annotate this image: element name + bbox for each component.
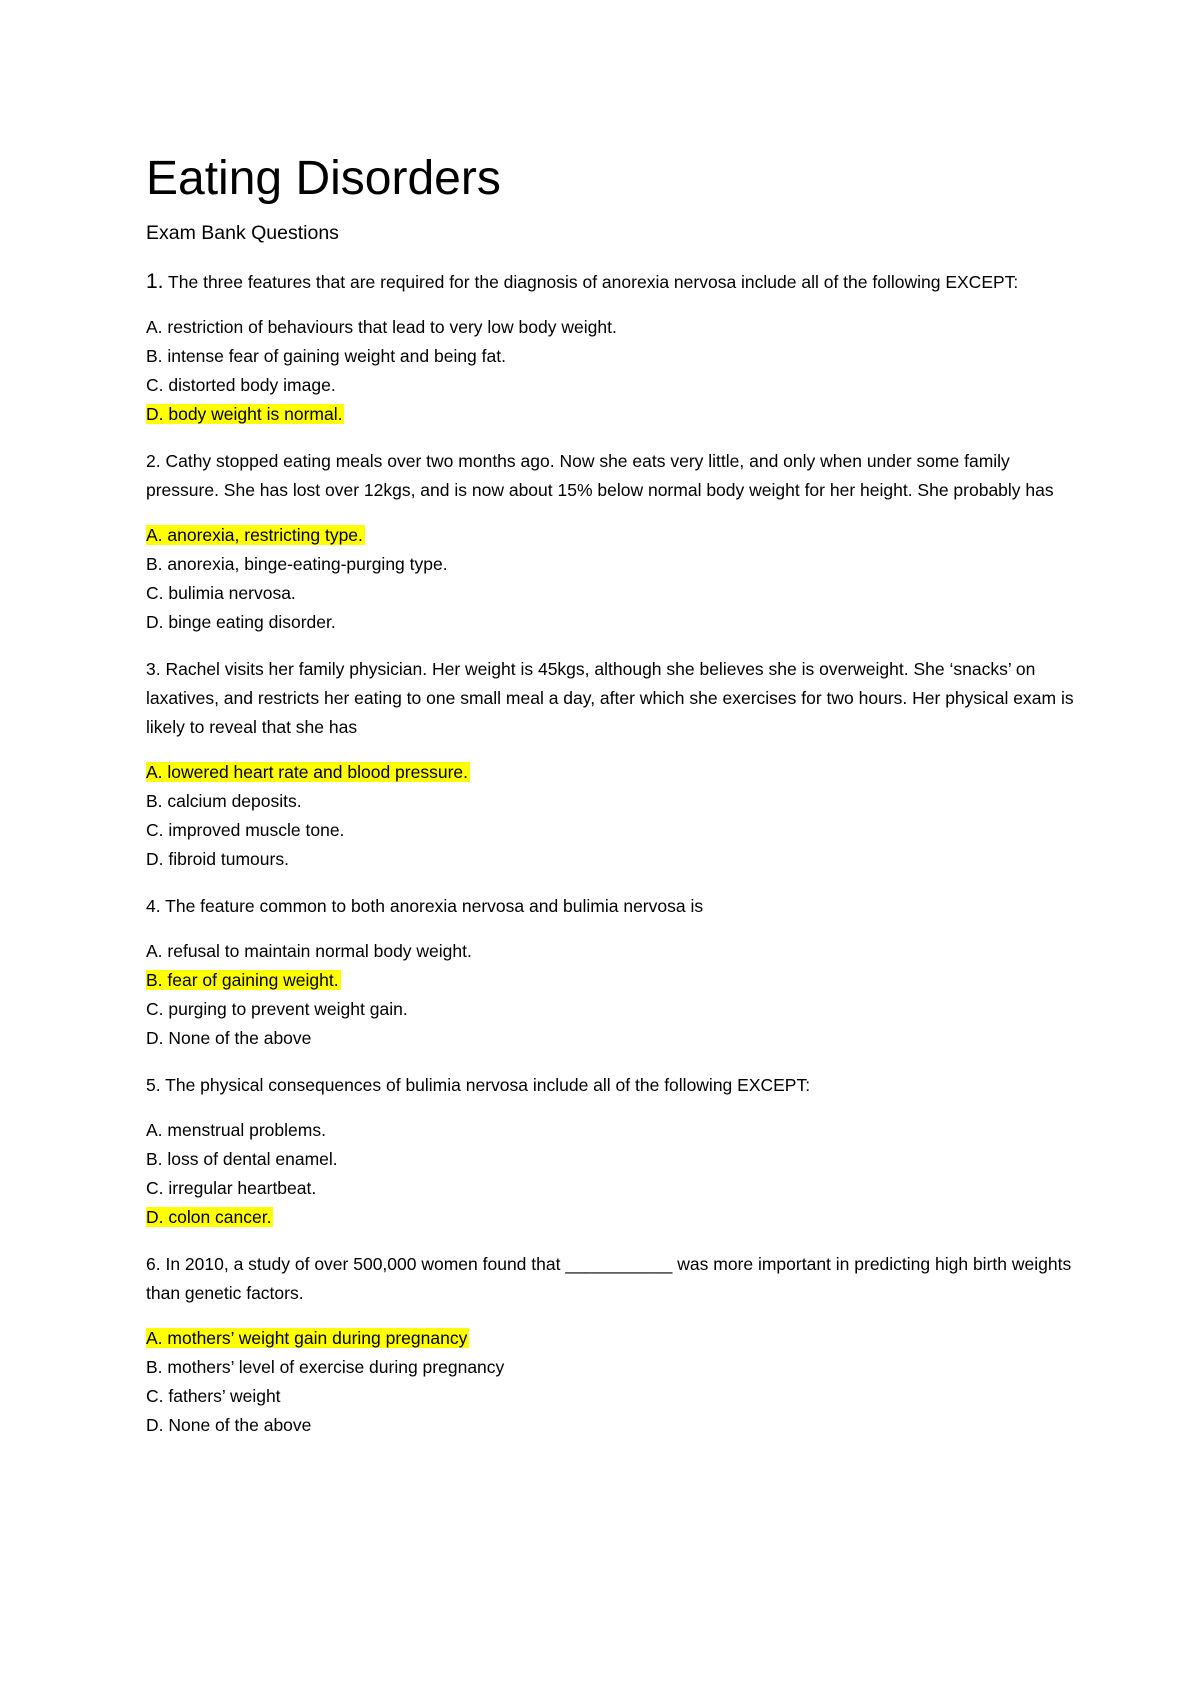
question-2 <box>146 447 1076 637</box>
question-list <box>146 267 1076 1440</box>
question-3 <box>146 655 1076 874</box>
answer-option <box>146 845 1076 874</box>
question-stem <box>146 892 1076 921</box>
answer-option <box>146 608 1076 637</box>
answer-option-highlighted <box>146 966 1076 995</box>
question-text: The feature common to both anorexia nervosa and bulimia nervosa is <box>160 896 704 916</box>
answer-option-text: D. fibroid tumours. <box>146 849 289 869</box>
answer-option-text: C. fathers’ weight <box>146 1386 281 1406</box>
answer-options <box>146 758 1076 874</box>
answer-option-text: D. None of the above <box>146 1415 312 1435</box>
answer-option-text: C. improved muscle tone. <box>146 820 345 840</box>
answer-option-text: A. anorexia, restricting type. <box>146 525 363 545</box>
answer-options <box>146 937 1076 1053</box>
question-number: 4. <box>146 896 161 916</box>
answer-option-text: A. refusal to maintain normal body weight. <box>146 941 472 961</box>
answer-option <box>146 1174 1076 1203</box>
answer-option <box>146 579 1076 608</box>
question-text: The three features that are required for the diagnosis of anorexia nervosa include all of the following EXCEPT: <box>163 272 1019 292</box>
answer-option <box>146 1024 1076 1053</box>
question-number: 3. <box>146 659 161 679</box>
question-4 <box>146 892 1076 1053</box>
answer-option <box>146 1353 1076 1382</box>
answer-option <box>146 313 1076 342</box>
answer-option-text: B. anorexia, binge-eating-purging type. <box>146 554 448 574</box>
document-page <box>146 150 1076 1458</box>
answer-option-text: B. fear of gaining weight. <box>146 970 339 990</box>
document-subtitle: Exam Bank Questions <box>146 222 339 244</box>
answer-option-text: A. mothers’ weight gain during pregnancy <box>146 1328 468 1348</box>
answer-option <box>146 1145 1076 1174</box>
answer-options <box>146 1116 1076 1232</box>
answer-option-highlighted <box>146 758 1076 787</box>
question-number: 1. <box>146 270 164 293</box>
answer-option-text: D. colon cancer. <box>146 1207 272 1227</box>
answer-options <box>146 521 1076 637</box>
document-title: Eating Disorders <box>146 152 501 205</box>
answer-option-text: D. body weight is normal. <box>146 404 343 424</box>
answer-option <box>146 371 1076 400</box>
answer-option-text: C. bulimia nervosa. <box>146 583 296 603</box>
answer-option-text: D. None of the above <box>146 1028 312 1048</box>
question-stem <box>146 447 1076 505</box>
answer-option-highlighted <box>146 1203 1076 1232</box>
answer-option-text: C. purging to prevent weight gain. <box>146 999 408 1019</box>
question-5 <box>146 1071 1076 1232</box>
answer-option-text: B. intense fear of gaining weight and being fat. <box>146 346 506 366</box>
answer-option-text: B. calcium deposits. <box>146 791 302 811</box>
answer-option <box>146 937 1076 966</box>
answer-option-text: A. menstrual problems. <box>146 1120 326 1140</box>
answer-option-highlighted <box>146 1324 1076 1353</box>
answer-options <box>146 313 1076 429</box>
question-number: 2. <box>146 451 161 471</box>
question-stem <box>146 1071 1076 1100</box>
question-number: 5. <box>146 1075 161 1095</box>
answer-option-text: C. distorted body image. <box>146 375 336 395</box>
question-6 <box>146 1250 1076 1440</box>
answer-option-text: B. mothers’ level of exercise during pregnancy <box>146 1357 505 1377</box>
question-text: Cathy stopped eating meals over two months ago. Now she eats very little, and only when under some family pressure. She has lost over 12kgs, and is now about 15% below normal body weight for her height. She probably has <box>146 451 1054 500</box>
answer-option-text: B. loss of dental enamel. <box>146 1149 338 1169</box>
answer-option <box>146 1116 1076 1145</box>
answer-option-text: A. restriction of behaviours that lead to very low body weight. <box>146 317 617 337</box>
question-text: The physical consequences of bulimia nervosa include all of the following EXCEPT: <box>160 1075 811 1095</box>
answer-option <box>146 787 1076 816</box>
question-stem <box>146 267 1076 297</box>
answer-option <box>146 816 1076 845</box>
question-text: Rachel visits her family physician. Her weight is 45kgs, although she believes she is overweight. She ‘snacks’ on laxatives, and restricts her eating to one small meal a day, after which she exercises for two hours. Her physical exam is likely to reveal that she has <box>146 659 1074 737</box>
question-1 <box>146 267 1076 429</box>
answer-option-text: D. binge eating disorder. <box>146 612 336 632</box>
answer-option-text: A. lowered heart rate and blood pressure. <box>146 762 468 782</box>
question-stem <box>146 1250 1076 1308</box>
question-stem <box>146 655 1076 742</box>
answer-option <box>146 550 1076 579</box>
answer-option-highlighted <box>146 521 1076 550</box>
answer-option <box>146 342 1076 371</box>
answer-option <box>146 1411 1076 1440</box>
question-number: 6. <box>146 1254 161 1274</box>
answer-option-text: C. irregular heartbeat. <box>146 1178 317 1198</box>
answer-option <box>146 995 1076 1024</box>
question-text: In 2010, a study of over 500,000 women found that ___________ was more important in predicting high birth weights than genetic factors. <box>146 1254 1072 1303</box>
answer-options <box>146 1324 1076 1440</box>
answer-option-highlighted <box>146 400 1076 429</box>
answer-option <box>146 1382 1076 1411</box>
